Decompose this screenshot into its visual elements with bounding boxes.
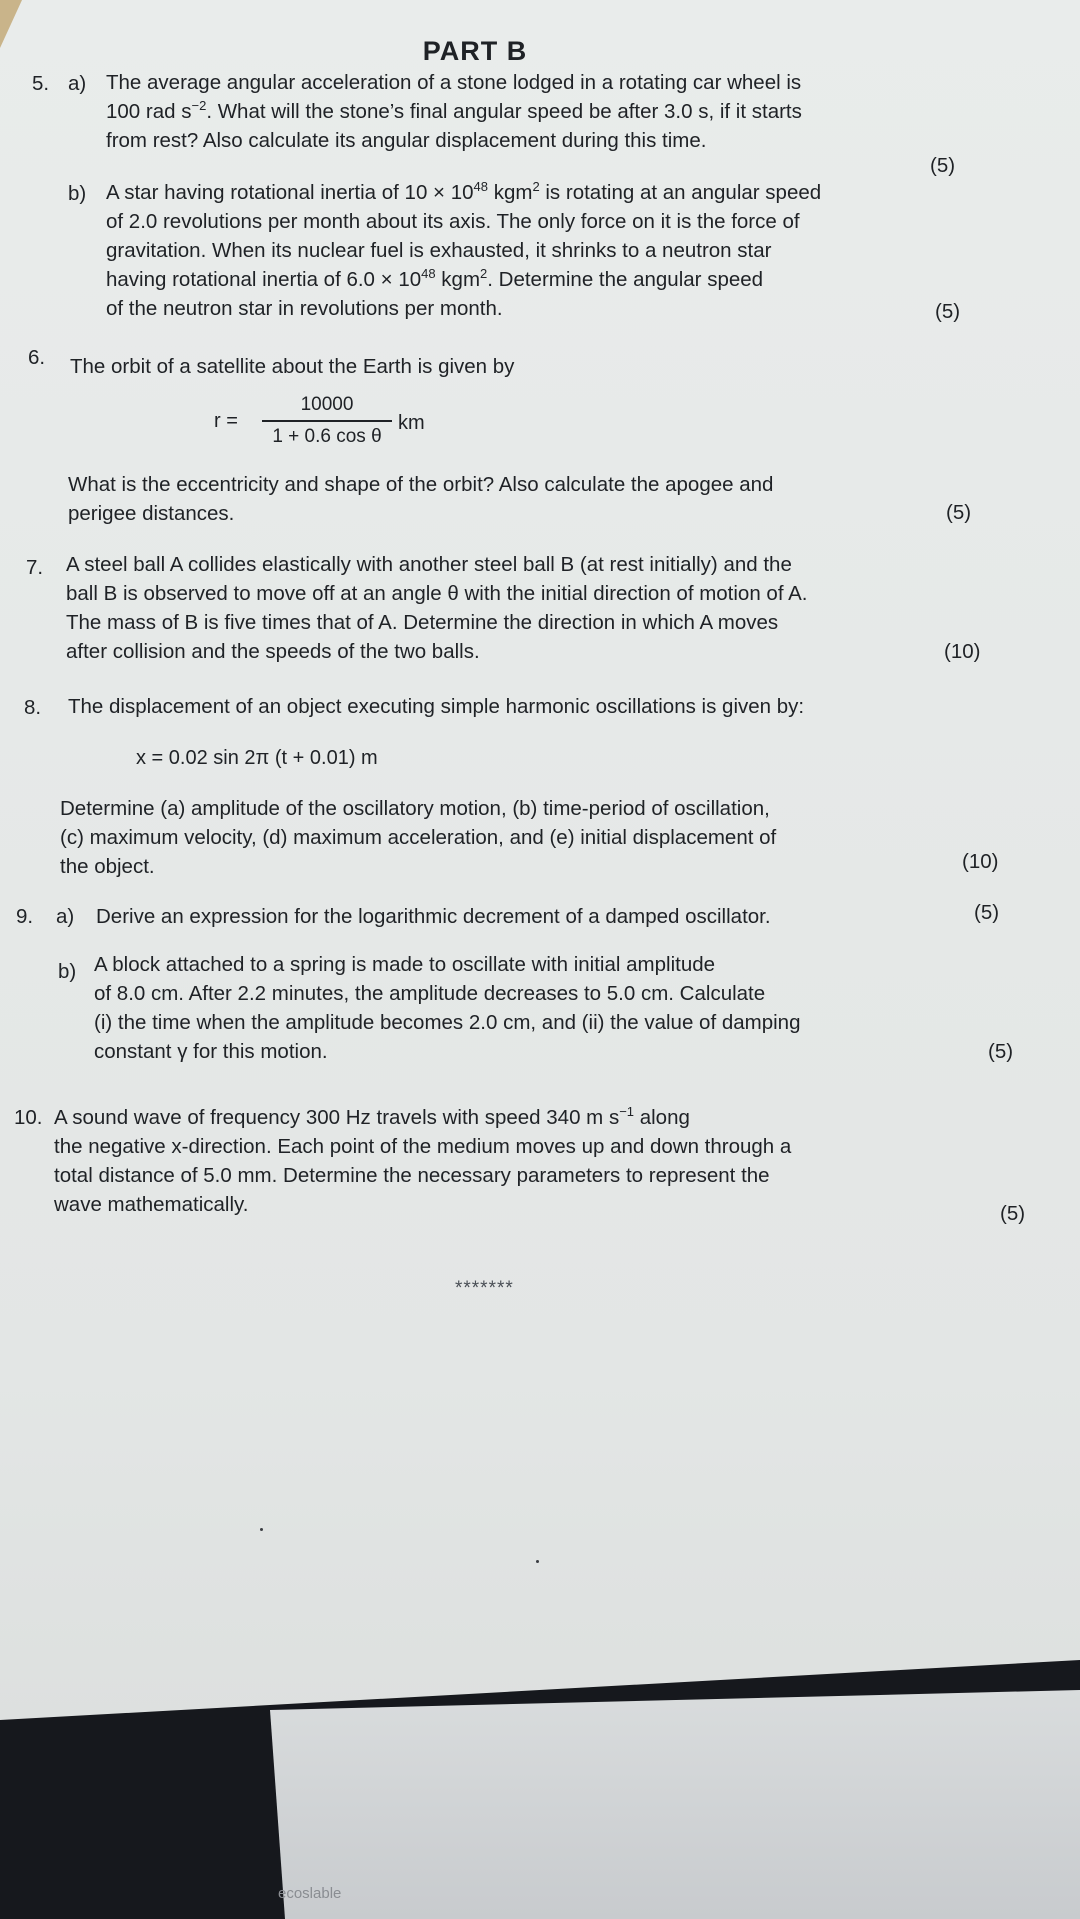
- paper-speck: [536, 1560, 539, 1563]
- q5b-marks: (5): [935, 300, 961, 323]
- q6-marks: (5): [946, 501, 972, 524]
- q5b-text: A star having rotational inertia of $10 \times 10^{48}$ kgm$^2$ is rotating at an angular speed of 2.0 revolutions per month about its axis. The only force on it is the force of gravitation. When its nuclear fuel is exhausted, it shrinks to a neutron star having rotational inertia of $6.0 \times 10^{48}$ kgm$^2$. Determine the angular speed of the neutron star in revolutions per month.: [106, 179, 822, 320]
- q8-question: Determine (a) amplitude of the oscillatory motion, (b) time-period of oscillation, (c) maximum velocity, (d) maximum acceleration, and (e) initial displacement of the object.: [60, 797, 777, 878]
- q5a-text: The average angular acceleration of a stone lodged in a rotating car wheel is 100 rad $s^{-2}$. What will the stone’s final angular speed be after 3.0 s, if it starts from rest? Also calculate its angular displacement during this time.: [106, 71, 802, 152]
- q8-formula: x = 0.02 sin 2π (t + 0.01) m: [136, 747, 378, 769]
- q6-number: 6.: [28, 346, 46, 369]
- q7-marks: (10): [944, 640, 981, 663]
- q6-formula-lhs: r =: [214, 410, 238, 432]
- q9-number: 9.: [16, 905, 34, 928]
- q9a-text: Derive an expression for the logarithmic decrement of a damped oscillator.: [96, 905, 771, 928]
- q10-marks: (5): [1000, 1202, 1026, 1225]
- fraction-bar: [262, 420, 392, 422]
- q9b-label: b): [58, 960, 77, 983]
- q5a-label: a): [68, 72, 87, 95]
- q9b-text: A block attached to a spring is made to oscillate with initial amplitude of 8.0 cm. After 2.2 minutes, the amplitude decreases to 5.0 cm. Calculate (i) the time when the amplitude becomes 2.0 cm, and (ii) the value of damping constant γ for this motion.: [94, 953, 801, 1063]
- q10-number: 10.: [14, 1106, 43, 1129]
- q8-marks: (10): [962, 850, 999, 873]
- q5a-marks: (5): [930, 154, 956, 177]
- q6-formula-numerator: 10000: [300, 394, 354, 415]
- paper-speck: [260, 1528, 263, 1531]
- q6-formula-unit: km: [398, 412, 425, 434]
- page-title: PART B: [422, 36, 528, 66]
- underlying-sheet: [270, 1690, 1080, 1919]
- q9a-marks: (5): [974, 901, 1000, 924]
- q5-number: 5.: [32, 72, 50, 95]
- q9b-marks: (5): [988, 1040, 1014, 1063]
- q5b-label: b): [68, 182, 87, 205]
- footer-text: ecoslable: [278, 1885, 342, 1902]
- q9a-label: a): [56, 905, 75, 928]
- q7-text: A steel ball A collides elastically with another steel ball B (at rest initially) and the ball B is observed to move off at an angle θ with the initial direction of motion of A. The mass of B is five times that of A. Determine the direction in which A moves after collision and the speeds of the two balls.: [66, 553, 808, 663]
- q6-formula-fraction: [262, 394, 392, 448]
- q6-intro: The orbit of a satellite about the Earth is given by: [70, 355, 515, 378]
- q10-text: A sound wave of frequency 300 Hz travels with speed 340 m $s^{-1}$ along the negative x-direction. Each point of the medium moves up and down through a total distance of 5.0 mm. Determine the necessary parameters to represent the wave mathematically.: [54, 1104, 792, 1216]
- end-of-paper-mark: *******: [455, 1278, 514, 1299]
- q8-intro: The displacement of an object executing simple harmonic oscillations is given by:: [68, 695, 805, 718]
- q6-formula-denominator: 1 + 0.6 cos θ: [272, 425, 382, 447]
- q7-number: 7.: [26, 556, 44, 579]
- q6-question: What is the eccentricity and shape of the orbit? Also calculate the apogee and perigee distances.: [68, 473, 774, 525]
- q8-number: 8.: [24, 696, 42, 719]
